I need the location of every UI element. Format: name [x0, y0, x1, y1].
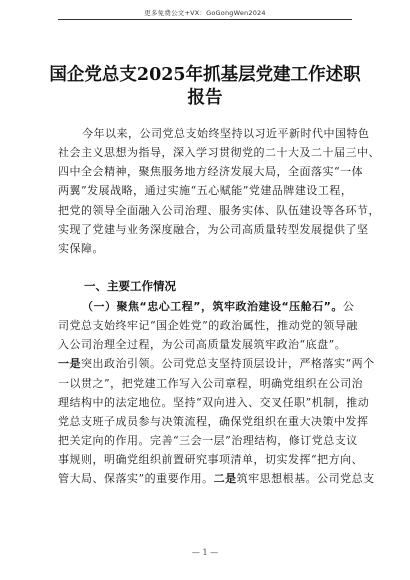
intro-line: 实保障。	[58, 241, 104, 255]
intro-line: 今年以来，公司党总支始终坚持以习近平新时代中国特色	[82, 127, 370, 140]
intro-line: 四中全会精神，聚焦服务地方经济发展大局，全面落实“一体	[58, 165, 364, 179]
section-heading-main-work: 一、主要工作情况	[84, 279, 176, 293]
body-line: 入公司治理全过程，为公司高质量发展筑牢政治“底盘”。	[58, 338, 347, 352]
body-line: 司党总支始终牢记“国企姓党”的政治属性，推动党的领导融	[58, 319, 358, 333]
body-text-fragment: 突出政治引领。公司党总支坚持顶层设计，严格落实“两个	[81, 357, 375, 371]
intro-line: 社会主义思想为指导，深入学习贯彻党的二十大及二十届三中、	[58, 146, 380, 160]
intro-line: 把党的领导全面融入公司治理、服务实体、队伍建设等各环节，	[58, 203, 380, 217]
body-line: 党总支班子成员参与决策流程，确保党组织在重大决策中发挥	[58, 414, 369, 428]
body-line: 一以贯之”，把党建工作写入公司章程，明确党组织在公司治	[58, 376, 364, 390]
body-text-fragment: 管大局、保落实”的重要作用。	[58, 472, 214, 486]
point-marker-2: 二是	[213, 472, 237, 486]
section-1-paragraph	[58, 297, 375, 488]
intro-line: 两翼”发展战略，通过实施“五心赋能”党建品牌建设工程，	[58, 184, 353, 198]
body-line: 把关定向的作用。完善“三会一层”治理结构，修订党总支议	[58, 433, 358, 447]
header-divider	[58, 19, 352, 20]
page-number: — 1 —	[191, 548, 219, 557]
body-line: 理结构中的法定地位。坚持“双向进入、交叉任职”机制，推动	[58, 395, 370, 409]
intro-paragraph	[58, 124, 380, 258]
intro-line: 实现了党建与业务深度融合，为公司高质量转型发展提供了坚	[58, 222, 369, 236]
body-line	[58, 354, 375, 373]
document-title	[40, 64, 370, 110]
point-marker-1: 一是	[58, 357, 81, 371]
body-line: 事规则，明确党组织前置研究事项清单，切实发挥“把方向、	[58, 453, 364, 467]
body-text-fragment: 筑牢思想根基。公司党总支	[236, 472, 375, 486]
body-line	[58, 469, 375, 488]
body-text-fragment: 公	[342, 300, 355, 313]
title-line-1: 国企党总支2025年抓基层党建工作述职	[49, 65, 361, 85]
subsection-heading: （一）聚焦“忠心工程”，筑牢政治建设“压舱石”。	[82, 300, 343, 313]
header-note: 更多免费公文+VX：GoGongWen2024	[144, 9, 266, 17]
subsection-heading-line	[58, 297, 354, 316]
title-line-2: 报告	[187, 88, 223, 108]
